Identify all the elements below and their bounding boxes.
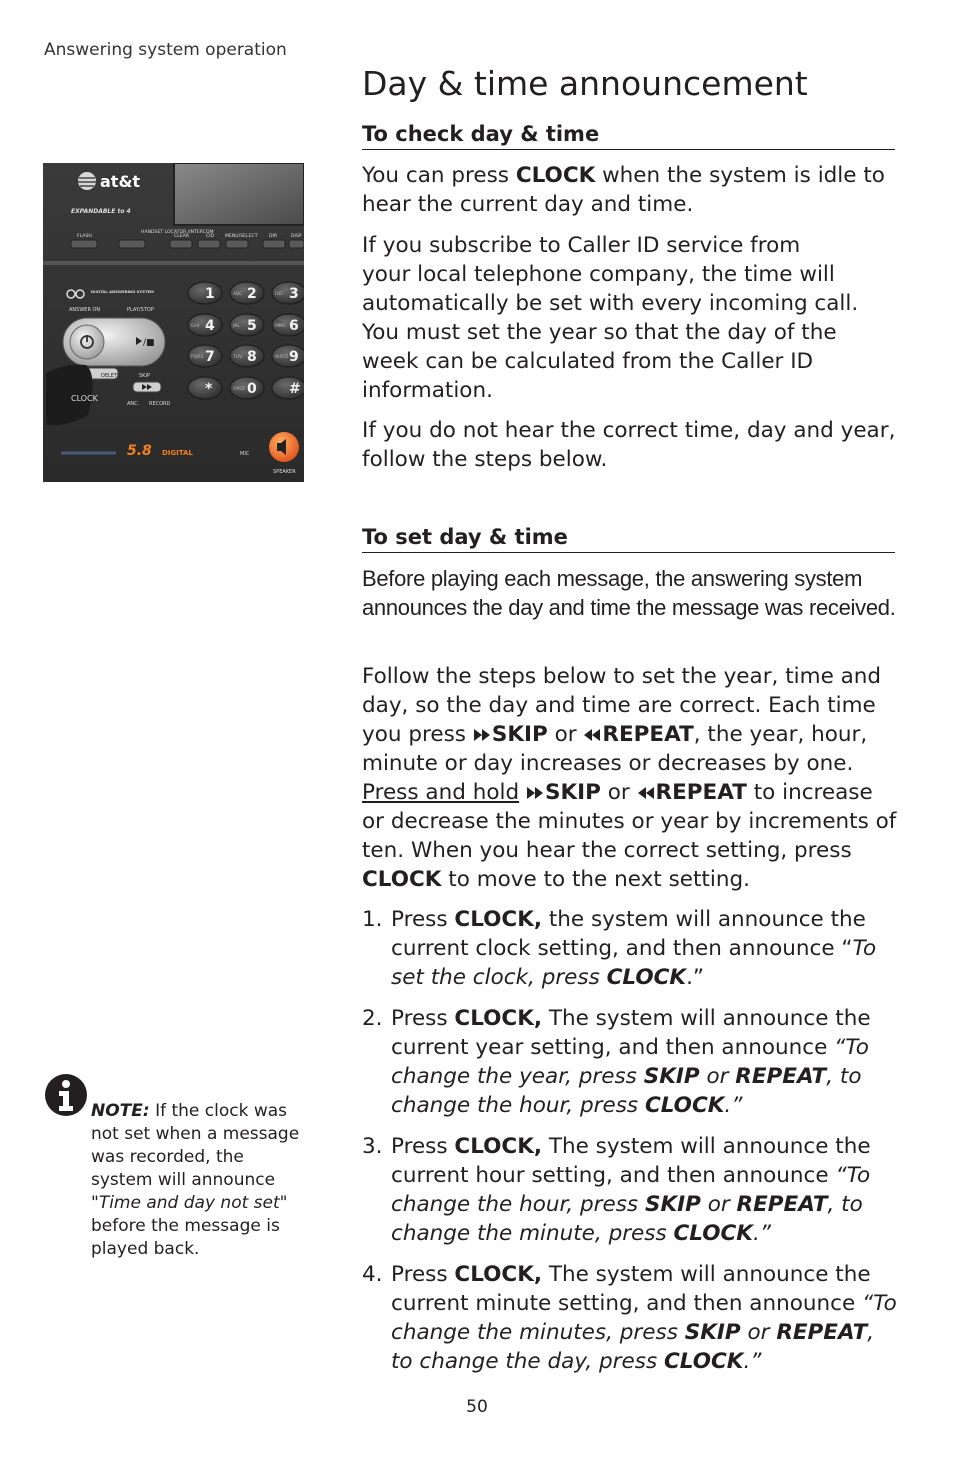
expandable-label: EXPANDABLE to 4 — [71, 208, 131, 215]
keypad-key-label: 8 — [247, 349, 257, 365]
play-stop-label: PLAY/STOP — [127, 307, 154, 313]
set-paragraph-2: Follow the steps below to set the year, time and day, so the day and time are correct. Each time you press SKIP or REPEAT, the year, hour, minute or day increases or decreases by one. Press and hold SKIP or REPEAT to increase or decrease the minutes or year by increments of ten. When you hear the correct setting, press CLOCK to move to the next setting. — [362, 664, 897, 892]
answer-on-label: ANSWER ON — [69, 307, 101, 313]
keypad-key-label: 0 — [247, 381, 257, 397]
keypad-key-letters: PQRS — [191, 355, 204, 360]
mic-label: MIC — [240, 451, 250, 457]
page-title: Day & time announcement — [362, 64, 808, 103]
model-label: 5.8 — [127, 443, 152, 459]
att-logo-icon — [78, 172, 140, 191]
keypad-key-label: 9 — [289, 349, 299, 365]
clock-label: CLOCK — [71, 394, 98, 403]
top-button-label: FLASH — [77, 234, 92, 239]
list-item: 1. Press CLOCK, the system will announce the current clock setting, and then announce “To set the clock, press CLOCK.” — [362, 907, 877, 990]
note-text: NOTE: If the clock was not set when a message was recorded, the system will announce "Time and day not set" before the message is played back. — [91, 1101, 300, 1259]
repeat-icon — [637, 786, 655, 800]
set-paragraph-1: Before playing each message, the answering system announces the day and time the message was received. — [362, 566, 896, 620]
anc-label: ANC. — [127, 401, 140, 407]
svg-text:/■: /■ — [143, 338, 155, 348]
top-button-label: MENU/SELECT — [225, 234, 258, 239]
page-number: 50 — [466, 1397, 488, 1417]
phone-base-illustration — [43, 163, 304, 482]
delete-label: DELETE — [101, 373, 121, 379]
speaker-label: SPEAKER — [273, 469, 296, 475]
top-button-label: CID — [206, 234, 215, 239]
digital-label: DIGITAL — [162, 449, 193, 457]
top-button-label: HANDSET LOCATOR /INTERCOM — [141, 230, 214, 235]
top-button-label: DISP — [291, 234, 302, 239]
check-paragraph-3: If you do not hear the correct time, day and year, follow the steps below. — [362, 418, 896, 472]
info-icon — [44, 1073, 88, 1117]
list-item: 3. Press CLOCK, The system will announce the current hour setting, and then announce “To change the hour, press SKIP or REPEAT, to change the minute, press CLOCK.” — [362, 1134, 871, 1246]
set-heading: To set day & time — [362, 525, 895, 553]
keypad-key-label: 7 — [205, 349, 215, 365]
skip-label: SKIP — [139, 373, 150, 379]
steps-list — [362, 905, 897, 1388]
skip-icon — [473, 728, 491, 742]
skip-icon — [526, 786, 544, 800]
keypad-key-label: # — [289, 381, 301, 397]
check-heading: To check day & time — [362, 122, 895, 150]
list-item: 4. Press CLOCK, The system will announce the current minute setting, and then announce “To change the minutes, press SKIP or REPEAT, to change the day, press CLOCK.” — [362, 1262, 897, 1374]
keypad-key-letters: WXYZ — [275, 355, 289, 360]
list-item: 2. Press CLOCK, The system will announce the current year setting, and then announce “To change the year, press SKIP or REPEAT, to change the hour, press CLOCK.” — [362, 1006, 871, 1118]
section-label: Answering system operation — [44, 40, 287, 60]
keypad-key-letters: JKL — [233, 324, 240, 329]
keypad-key-label: 2 — [247, 286, 257, 302]
keypad-key-letters: GHI — [191, 324, 200, 329]
keypad-key-letters: OPER — [233, 387, 246, 392]
system-label: DIGITAL ANSWERING SYSTEM — [91, 289, 154, 294]
brand-label: at&t — [100, 172, 141, 191]
keypad-key-label: * — [205, 381, 213, 397]
keypad-key-letters: ABC — [233, 292, 243, 297]
keypad-key-letters: DEF — [275, 292, 284, 297]
check-paragraph-2: If you subscribe to Caller ID service from your local telephone company, the time will automatically be set with every incoming call. You must set the year so that the day of the week can be calculated from the Caller ID information. — [362, 233, 859, 403]
repeat-icon — [583, 728, 601, 742]
record-label: RECORD — [149, 401, 171, 407]
keypad-key-label: 3 — [289, 286, 299, 302]
keypad-key-label: 4 — [205, 318, 215, 334]
keypad-key-label: 5 — [247, 318, 257, 334]
keypad-key-label: 6 — [289, 318, 299, 334]
keypad-key-letters: TUV — [233, 355, 243, 360]
top-button-label: DIR — [269, 234, 278, 239]
keypad-key-letters: MNO — [275, 324, 286, 329]
top-button-label: CLEAR — [174, 234, 190, 239]
keypad-key-label: 1 — [205, 286, 215, 302]
check-paragraph-1: You can press CLOCK when the system is idle to hear the current day and time. — [362, 163, 885, 217]
